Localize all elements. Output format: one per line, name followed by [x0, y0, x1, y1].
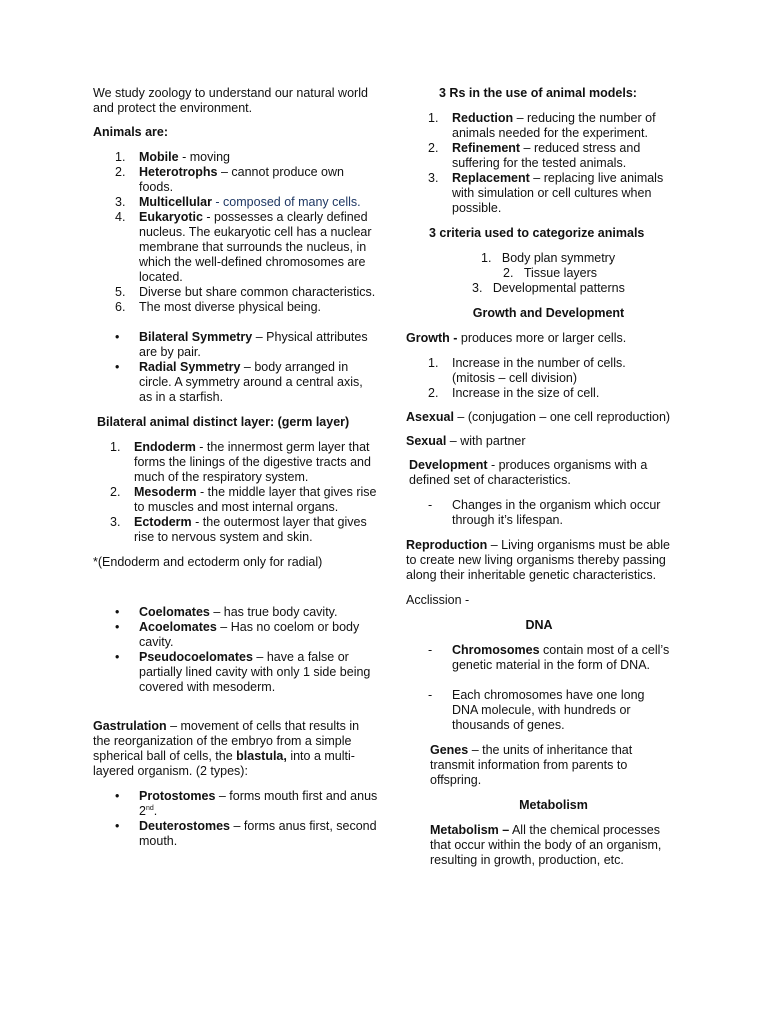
- list-item: 2. Mesoderm - the middle layer that gives rise to muscles and most internal organs.: [110, 485, 377, 514]
- list-item: • Radial Symmetry – body arranged in circle. A symmetry around a central axis, as in a starfish.: [115, 360, 363, 404]
- list-item: 3. Ectoderm - the outermost layer that gives rise to nervous system and skin.: [110, 515, 367, 544]
- bullet-icon: •: [115, 650, 120, 664]
- acclission-text: Acclission -: [406, 593, 470, 607]
- bullet-icon: •: [115, 789, 120, 803]
- list-item: 2. Refinement – reduced stress and suffering for the tested animals.: [428, 141, 641, 170]
- list-item: 4. Eukaryotic - possesses a clearly defined nucleus. The eukaryotic cell has a nuclear membrane that surrounds the nucleus, in which the well-defined chromosomes are located.: [115, 210, 372, 284]
- list-item: 1. Endoderm - the innermost germ layer that forms the linings of the digestive tracts and much of the respiratory system.: [110, 440, 371, 484]
- animals-list: [93, 150, 378, 315]
- right-column: [406, 86, 671, 868]
- genes-definition: Genes – the units of inheritance that transmit information from parents to offspring.: [430, 743, 633, 787]
- list-item: • Acoelomates – Has no coelom or body cavity.: [115, 620, 360, 649]
- gastrulation-paragraph: Gastrulation – movement of cells that results in the reorganization of the embryo from a simple spherical ball of cells, the blastula, into a multi-layered organism. (2 types):: [93, 719, 360, 778]
- dna-heading: DNA: [525, 618, 553, 632]
- development-dash-item: - Changes in the organism which occur through it’s lifespan.: [428, 498, 661, 527]
- development-definition: Development - produces organisms with a defined set of characteristics.: [409, 458, 648, 487]
- list-item: 3. Multicellular - composed of many cells.: [115, 195, 361, 209]
- germ-layer-heading: Bilateral animal distinct layer: (germ layer): [97, 415, 350, 429]
- list-item: 2. Heterotrophs – cannot produce own foods.: [115, 165, 344, 194]
- dna-list: [406, 643, 671, 733]
- bullet-icon: •: [115, 360, 120, 374]
- growth-definition: Growth - produces more or larger cells.: [406, 331, 627, 345]
- list-item: 3. Replacement – replacing live animals with simulation or cell cultures when possible.: [428, 171, 664, 215]
- symmetry-list: [93, 330, 378, 405]
- radial-note: *(Endoderm and ectoderm only for radial): [93, 555, 323, 569]
- reproduction-definition: Reproduction – Living organisms must be able to create new living organisms thereby passing along their inheritable genetic characteristics.: [406, 538, 670, 582]
- rs-list: [406, 111, 671, 216]
- list-item: • Protostomes – forms mouth first and anus 2nd.: [115, 789, 378, 818]
- stome-list: [93, 789, 378, 849]
- germ-list: [93, 440, 378, 545]
- bullet-icon: •: [115, 620, 120, 634]
- bullet-icon: •: [115, 819, 120, 833]
- coelom-list: [93, 605, 378, 695]
- rs-heading: 3 Rs in the use of animal models:: [439, 86, 637, 100]
- list-item: 1. Reduction – reducing the number of animals needed for the experiment.: [428, 111, 656, 140]
- sexual-definition: Sexual – with partner: [406, 434, 526, 448]
- list-item: - Each chromosomes have one long DNA molecule, with hundreds or thousands of genes.: [428, 688, 645, 732]
- growth-list: [406, 356, 671, 401]
- criteria-heading: 3 criteria used to categorize animals: [429, 226, 645, 240]
- list-item: 2. Tissue layers: [503, 266, 598, 280]
- criteria-list: [406, 251, 671, 296]
- list-item: • Coelomates – has true body cavity.: [115, 605, 338, 619]
- intro-text: We study zoology to understand our natural world and protect the environment.: [93, 86, 368, 115]
- left-column: [93, 86, 378, 849]
- animals-heading: Animals are:: [93, 125, 169, 139]
- asexual-definition: Asexual – (conjugation – one cell reproduction): [406, 410, 671, 424]
- list-item: 1. Increase in the number of cells. (mitosis – cell division): [428, 356, 626, 385]
- list-item: • Deuterostomes – forms anus first, second mouth.: [115, 819, 377, 848]
- list-item: 3. Developmental patterns: [472, 281, 625, 295]
- list-item: 6. The most diverse physical being.: [115, 300, 322, 314]
- list-item: • Bilateral Symmetry – Physical attributes are by pair.: [115, 330, 368, 359]
- list-item: • Pseudocoelomates – have a false or partially lined cavity with only 1 side being covered with mesoderm.: [115, 650, 371, 694]
- list-item: - Chromosomes contain most of a cell’s genetic material in the form of DNA.: [428, 643, 670, 672]
- bullet-icon: •: [115, 330, 120, 344]
- list-item: 5. Diverse but share common characteristics.: [115, 285, 376, 299]
- list-item: 1. Body plan symmetry: [481, 251, 616, 265]
- list-item: 2. Increase in the size of cell.: [428, 386, 600, 400]
- growth-heading: Growth and Development: [472, 306, 625, 320]
- bullet-icon: •: [115, 605, 120, 619]
- metabolism-heading: Metabolism: [519, 798, 588, 812]
- metabolism-definition: Metabolism – All the chemical processes that occur within the body of an organism, resulting in growth, production, etc.: [430, 823, 662, 867]
- list-item: 1. Mobile - moving: [115, 150, 230, 164]
